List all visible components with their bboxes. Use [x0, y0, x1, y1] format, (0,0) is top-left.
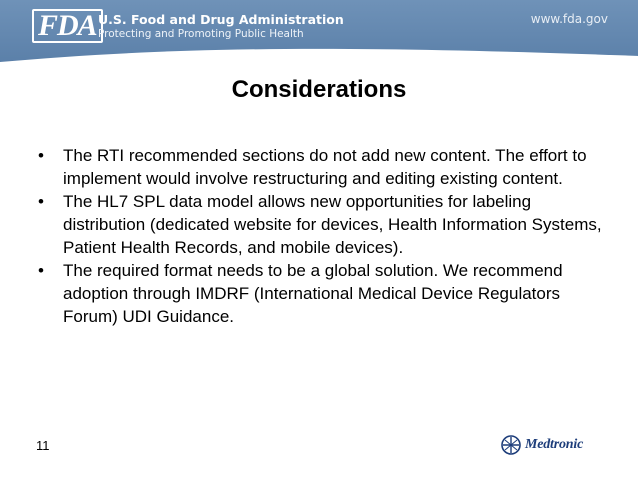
agency-name: U.S. Food and Drug Administration: [98, 12, 344, 27]
agency-block: [98, 12, 344, 41]
bullet-symbol: •: [38, 146, 44, 165]
bullet-item: [38, 259, 618, 328]
page-number: 11: [36, 438, 50, 453]
bullet-symbol: •: [38, 261, 44, 280]
fda-logo-text: FDA: [32, 9, 103, 43]
bullet-item: [38, 144, 618, 190]
slide-title: Considerations: [231, 76, 407, 103]
fda-header-banner: [0, 0, 638, 62]
bullet-list: [38, 144, 618, 328]
medtronic-logo: [500, 434, 583, 456]
fda-logo[interactable]: [32, 11, 103, 41]
bullet-text: The required format needs to be a global solution. We recommend adoption through IMDRF (International Medical Device Regulators Forum) UDI Guidance.: [63, 261, 563, 326]
bullet-item: [38, 190, 618, 259]
medtronic-logo-icon: [500, 434, 522, 456]
medtronic-wordmark: Medtronic: [525, 437, 584, 452]
site-url-link[interactable]: www.fda.gov: [530, 12, 608, 26]
agency-tagline: Protecting and Promoting Public Health: [98, 28, 304, 40]
bullet-text: The HL7 SPL data model allows new opportunities for labeling distribution (dedicated website for devices, Health Information Systems, Patient Health Records, and mobile devices).: [63, 192, 602, 257]
bullet-text: The RTI recommended sections do not add new content. The effort to implement would involve restructuring and editing existing content.: [63, 146, 587, 188]
bullet-symbol: •: [38, 192, 44, 211]
